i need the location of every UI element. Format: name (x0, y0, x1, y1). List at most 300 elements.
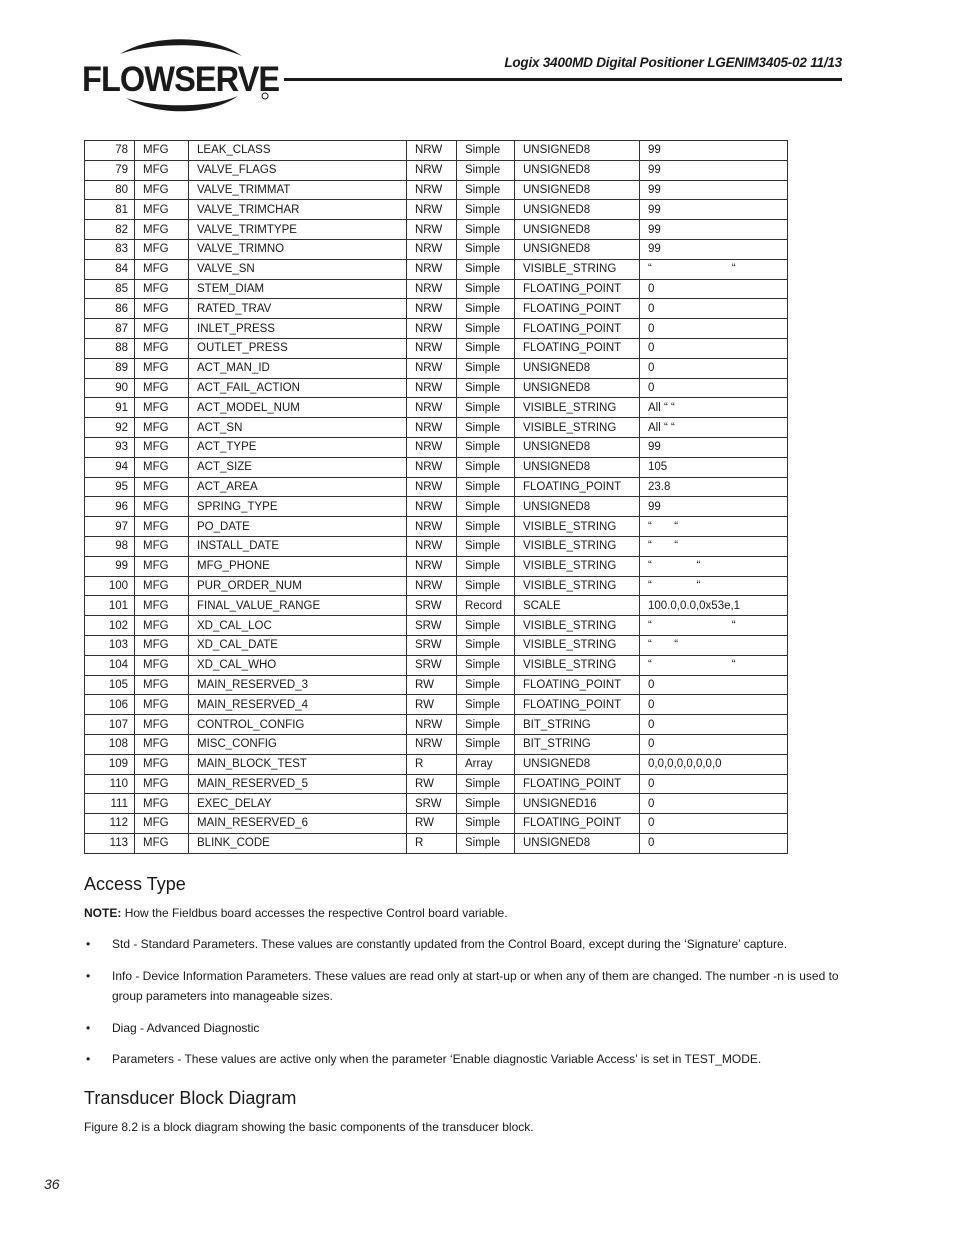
param-default: All “ “ (640, 398, 788, 418)
param-index: 82 (85, 220, 135, 240)
param-block: MFG (135, 497, 189, 517)
param-index: 106 (85, 695, 135, 715)
param-access: RW (407, 814, 457, 834)
access-type-note (84, 903, 844, 923)
bullet-icon: • (86, 1052, 91, 1066)
param-name: MISC_CONFIG (189, 734, 407, 754)
param-type: VISIBLE_STRING (515, 517, 640, 537)
param-kind: Simple (457, 655, 515, 675)
param-type: VISIBLE_STRING (515, 616, 640, 636)
param-default: 0 (640, 833, 788, 853)
param-block: MFG (135, 437, 189, 457)
table-row (85, 596, 788, 616)
table-row (85, 556, 788, 576)
table-row (85, 517, 788, 537)
param-block: MFG (135, 418, 189, 438)
param-index: 100 (85, 576, 135, 596)
param-kind: Simple (457, 556, 515, 576)
param-default: All “ “ (640, 418, 788, 438)
param-block: MFG (135, 457, 189, 477)
param-block: MFG (135, 259, 189, 279)
param-block: MFG (135, 378, 189, 398)
param-block: MFG (135, 180, 189, 200)
bullet-icon: • (86, 937, 91, 951)
param-access: NRW (407, 141, 457, 161)
param-index: 97 (85, 517, 135, 537)
param-type: UNSIGNED8 (515, 200, 640, 220)
table-row (85, 616, 788, 636)
header-rule (284, 78, 842, 81)
param-block: MFG (135, 220, 189, 240)
param-access: NRW (407, 299, 457, 319)
param-access: NRW (407, 338, 457, 358)
param-name: ACT_MAN_ID (189, 358, 407, 378)
param-access: NRW (407, 180, 457, 200)
param-name: MAIN_RESERVED_4 (189, 695, 407, 715)
param-default: “ “ (640, 655, 788, 675)
param-kind: Simple (457, 833, 515, 853)
param-block: MFG (135, 833, 189, 853)
param-kind: Simple (457, 477, 515, 497)
param-name: MAIN_RESERVED_6 (189, 814, 407, 834)
param-kind: Simple (457, 794, 515, 814)
param-name: INLET_PRESS (189, 319, 407, 339)
param-name: MAIN_BLOCK_TEST (189, 754, 407, 774)
param-index: 104 (85, 655, 135, 675)
param-type: VISIBLE_STRING (515, 418, 640, 438)
param-kind: Simple (457, 418, 515, 438)
param-default: 99 (640, 141, 788, 161)
param-default: 99 (640, 200, 788, 220)
param-block: MFG (135, 596, 189, 616)
param-index: 113 (85, 833, 135, 853)
param-kind: Simple (457, 200, 515, 220)
param-index: 105 (85, 675, 135, 695)
param-access: SRW (407, 794, 457, 814)
table-row (85, 319, 788, 339)
param-default: 0 (640, 338, 788, 358)
param-index: 83 (85, 239, 135, 259)
table-row (85, 635, 788, 655)
param-type: FLOATING_POINT (515, 814, 640, 834)
table-row (85, 141, 788, 161)
param-index: 93 (85, 437, 135, 457)
param-access: SRW (407, 616, 457, 636)
param-access: SRW (407, 635, 457, 655)
param-name: CONTROL_CONFIG (189, 715, 407, 735)
param-index: 111 (85, 794, 135, 814)
param-type: VISIBLE_STRING (515, 536, 640, 556)
param-index: 92 (85, 418, 135, 438)
param-type: FLOATING_POINT (515, 774, 640, 794)
param-kind: Simple (457, 517, 515, 537)
param-type: UNSIGNED8 (515, 180, 640, 200)
param-default: “ “ (640, 517, 788, 537)
param-kind: Simple (457, 398, 515, 418)
param-default: 99 (640, 180, 788, 200)
param-name: ACT_FAIL_ACTION (189, 378, 407, 398)
param-block: MFG (135, 635, 189, 655)
param-default: “ “ (640, 259, 788, 279)
param-index: 90 (85, 378, 135, 398)
param-kind: Simple (457, 358, 515, 378)
param-block: MFG (135, 715, 189, 735)
param-index: 89 (85, 358, 135, 378)
table-row (85, 299, 788, 319)
param-default: 99 (640, 160, 788, 180)
param-block: MFG (135, 695, 189, 715)
parameter-table (84, 140, 788, 854)
param-type: FLOATING_POINT (515, 338, 640, 358)
param-default: “ “ (640, 556, 788, 576)
param-type: FLOATING_POINT (515, 319, 640, 339)
param-index: 87 (85, 319, 135, 339)
param-name: PUR_ORDER_NUM (189, 576, 407, 596)
param-type: VISIBLE_STRING (515, 576, 640, 596)
table-row (85, 754, 788, 774)
bullet-text: Parameters - These values are active only when the parameter ‘Enable diagnostic Variable Access’ is set in TEST_MODE. (112, 1052, 762, 1066)
param-access: RW (407, 695, 457, 715)
param-name: BLINK_CODE (189, 833, 407, 853)
param-block: MFG (135, 794, 189, 814)
param-default: 100.0,0.0,0x53e,1 (640, 596, 788, 616)
param-block: MFG (135, 319, 189, 339)
param-default: “ “ (640, 635, 788, 655)
param-name: MFG_PHONE (189, 556, 407, 576)
param-access: NRW (407, 497, 457, 517)
param-type: UNSIGNED16 (515, 794, 640, 814)
param-default: 0 (640, 319, 788, 339)
param-kind: Simple (457, 437, 515, 457)
param-kind: Simple (457, 319, 515, 339)
param-type: BIT_STRING (515, 734, 640, 754)
param-index: 88 (85, 338, 135, 358)
parameter-table-body (85, 141, 788, 854)
param-block: MFG (135, 358, 189, 378)
param-index: 107 (85, 715, 135, 735)
param-index: 99 (85, 556, 135, 576)
param-kind: Simple (457, 536, 515, 556)
param-default: 0 (640, 814, 788, 834)
table-row (85, 398, 788, 418)
param-access: RW (407, 675, 457, 695)
param-index: 103 (85, 635, 135, 655)
table-row (85, 259, 788, 279)
param-type: UNSIGNED8 (515, 497, 640, 517)
param-index: 112 (85, 814, 135, 834)
param-kind: Simple (457, 774, 515, 794)
param-name: VALVE_TRIMCHAR (189, 200, 407, 220)
param-access: NRW (407, 200, 457, 220)
param-name: VALVE_TRIMNO (189, 239, 407, 259)
param-index: 95 (85, 477, 135, 497)
param-type: FLOATING_POINT (515, 675, 640, 695)
bullet-text: Diag - Advanced Diagnostic (112, 1021, 260, 1035)
access-type-heading: Access Type (84, 874, 186, 894)
param-default: 99 (640, 239, 788, 259)
param-kind: Simple (457, 635, 515, 655)
param-default: 0 (640, 715, 788, 735)
param-name: ACT_SIZE (189, 457, 407, 477)
param-kind: Simple (457, 616, 515, 636)
param-type: SCALE (515, 596, 640, 616)
param-default: 0 (640, 794, 788, 814)
param-block: MFG (135, 141, 189, 161)
param-kind: Simple (457, 160, 515, 180)
param-default: 0 (640, 279, 788, 299)
param-name: MAIN_RESERVED_5 (189, 774, 407, 794)
param-access: SRW (407, 596, 457, 616)
param-name: VALVE_TRIMMAT (189, 180, 407, 200)
param-block: MFG (135, 556, 189, 576)
table-row (85, 833, 788, 853)
param-default: 0 (640, 734, 788, 754)
table-row (85, 655, 788, 675)
param-default: 23.8 (640, 477, 788, 497)
table-row (85, 734, 788, 754)
param-type: FLOATING_POINT (515, 477, 640, 497)
param-block: MFG (135, 398, 189, 418)
param-name: SPRING_TYPE (189, 497, 407, 517)
bullet-icon: • (86, 969, 91, 983)
param-default: 0 (640, 378, 788, 398)
param-kind: Simple (457, 695, 515, 715)
param-name: ACT_TYPE (189, 437, 407, 457)
table-row (85, 536, 788, 556)
table-row (85, 239, 788, 259)
param-kind: Simple (457, 715, 515, 735)
param-name: RATED_TRAV (189, 299, 407, 319)
transducer-text: Figure 8.2 is a block diagram showing the basic components of the transducer block. (84, 1120, 534, 1134)
param-access: NRW (407, 259, 457, 279)
param-type: UNSIGNED8 (515, 160, 640, 180)
param-access: NRW (407, 398, 457, 418)
param-block: MFG (135, 338, 189, 358)
param-block: MFG (135, 675, 189, 695)
param-kind: Simple (457, 239, 515, 259)
param-name: STEM_DIAM (189, 279, 407, 299)
table-row (85, 814, 788, 834)
table-row (85, 695, 788, 715)
param-type: FLOATING_POINT (515, 695, 640, 715)
bullet-text: Std - Standard Parameters. These values are constantly updated from the Control Board, except during the ‘Signature’ capture. (112, 937, 788, 951)
param-default: 105 (640, 457, 788, 477)
param-name: ACT_AREA (189, 477, 407, 497)
param-default: 0 (640, 774, 788, 794)
param-access: NRW (407, 556, 457, 576)
param-type: UNSIGNED8 (515, 833, 640, 853)
param-access: NRW (407, 319, 457, 339)
param-type: UNSIGNED8 (515, 220, 640, 240)
param-kind: Simple (457, 259, 515, 279)
table-row (85, 497, 788, 517)
param-name: VALVE_SN (189, 259, 407, 279)
table-row (85, 675, 788, 695)
param-access: NRW (407, 239, 457, 259)
param-type: VISIBLE_STRING (515, 635, 640, 655)
param-type: UNSIGNED8 (515, 239, 640, 259)
param-kind: Simple (457, 576, 515, 596)
param-kind: Simple (457, 497, 515, 517)
param-index: 98 (85, 536, 135, 556)
param-kind: Simple (457, 734, 515, 754)
table-row (85, 358, 788, 378)
param-access: R (407, 754, 457, 774)
param-index: 101 (85, 596, 135, 616)
param-default: 99 (640, 437, 788, 457)
table-row (85, 220, 788, 240)
param-block: MFG (135, 517, 189, 537)
param-index: 84 (85, 259, 135, 279)
param-block: MFG (135, 279, 189, 299)
param-block: MFG (135, 774, 189, 794)
table-row (85, 794, 788, 814)
param-kind: Simple (457, 299, 515, 319)
table-row (85, 774, 788, 794)
param-block: MFG (135, 160, 189, 180)
param-name: XD_CAL_DATE (189, 635, 407, 655)
param-name: INSTALL_DATE (189, 536, 407, 556)
table-row (85, 200, 788, 220)
table-row (85, 715, 788, 735)
param-type: VISIBLE_STRING (515, 556, 640, 576)
param-block: MFG (135, 754, 189, 774)
param-block: MFG (135, 239, 189, 259)
bullet-text: Info - Device Information Parameters. These values are read only at start-up or when any of them are changed. The number -n is used to group parameters into manageable sizes. (112, 969, 839, 1003)
param-index: 79 (85, 160, 135, 180)
param-index: 85 (85, 279, 135, 299)
param-name: ACT_MODEL_NUM (189, 398, 407, 418)
flowserve-logo (82, 38, 280, 114)
param-kind: Simple (457, 141, 515, 161)
param-kind: Simple (457, 279, 515, 299)
param-type: VISIBLE_STRING (515, 259, 640, 279)
param-access: NRW (407, 220, 457, 240)
param-kind: Simple (457, 378, 515, 398)
param-default: “ “ (640, 576, 788, 596)
param-kind: Simple (457, 180, 515, 200)
param-access: NRW (407, 536, 457, 556)
param-access: NRW (407, 457, 457, 477)
param-name: VALVE_TRIMTYPE (189, 220, 407, 240)
param-default: 99 (640, 220, 788, 240)
param-access: NRW (407, 418, 457, 438)
param-index: 80 (85, 180, 135, 200)
param-access: NRW (407, 734, 457, 754)
table-row (85, 437, 788, 457)
param-access: SRW (407, 655, 457, 675)
param-index: 94 (85, 457, 135, 477)
param-index: 91 (85, 398, 135, 418)
note-label: NOTE: (84, 906, 122, 920)
param-name: PO_DATE (189, 517, 407, 537)
table-row (85, 418, 788, 438)
table-row (85, 477, 788, 497)
param-index: 78 (85, 141, 135, 161)
param-name: ACT_SN (189, 418, 407, 438)
param-type: UNSIGNED8 (515, 754, 640, 774)
param-type: UNSIGNED8 (515, 378, 640, 398)
table-row (85, 279, 788, 299)
param-type: BIT_STRING (515, 715, 640, 735)
param-name: MAIN_RESERVED_3 (189, 675, 407, 695)
param-index: 86 (85, 299, 135, 319)
param-index: 108 (85, 734, 135, 754)
table-row (85, 576, 788, 596)
table-row (85, 378, 788, 398)
param-access: NRW (407, 160, 457, 180)
param-default: 99 (640, 497, 788, 517)
transducer-heading: Transducer Block Diagram (84, 1088, 297, 1108)
param-type: UNSIGNED8 (515, 457, 640, 477)
table-row (85, 457, 788, 477)
param-kind: Simple (457, 457, 515, 477)
param-type: FLOATING_POINT (515, 279, 640, 299)
param-type: UNSIGNED8 (515, 358, 640, 378)
param-block: MFG (135, 299, 189, 319)
param-name: XD_CAL_LOC (189, 616, 407, 636)
param-kind: Array (457, 754, 515, 774)
param-block: MFG (135, 477, 189, 497)
param-type: VISIBLE_STRING (515, 398, 640, 418)
param-default: 0 (640, 675, 788, 695)
param-access: NRW (407, 358, 457, 378)
param-name: OUTLET_PRESS (189, 338, 407, 358)
param-kind: Simple (457, 220, 515, 240)
param-name: XD_CAL_WHO (189, 655, 407, 675)
param-index: 96 (85, 497, 135, 517)
table-row (85, 180, 788, 200)
param-access: R (407, 833, 457, 853)
param-index: 109 (85, 754, 135, 774)
bullet-icon: • (86, 1021, 91, 1035)
param-kind: Simple (457, 814, 515, 834)
param-block: MFG (135, 655, 189, 675)
param-index: 102 (85, 616, 135, 636)
logo-text: FLOWSERVE (82, 60, 280, 99)
param-default: 0 (640, 695, 788, 715)
param-access: NRW (407, 279, 457, 299)
param-access: NRW (407, 378, 457, 398)
page-number: 36 (44, 1176, 60, 1192)
param-block: MFG (135, 814, 189, 834)
param-access: NRW (407, 576, 457, 596)
table-row (85, 338, 788, 358)
note-text: How the Fieldbus board accesses the respective Control board variable. (124, 906, 508, 920)
param-block: MFG (135, 536, 189, 556)
param-type: UNSIGNED8 (515, 141, 640, 161)
param-block: MFG (135, 200, 189, 220)
param-type: VISIBLE_STRING (515, 655, 640, 675)
table-row (85, 160, 788, 180)
param-name: FINAL_VALUE_RANGE (189, 596, 407, 616)
param-name: VALVE_FLAGS (189, 160, 407, 180)
param-type: FLOATING_POINT (515, 299, 640, 319)
param-block: MFG (135, 576, 189, 596)
param-kind: Simple (457, 675, 515, 695)
param-access: NRW (407, 437, 457, 457)
param-access: NRW (407, 517, 457, 537)
param-kind: Record (457, 596, 515, 616)
param-access: RW (407, 774, 457, 794)
param-default: “ “ (640, 616, 788, 636)
param-type: UNSIGNED8 (515, 437, 640, 457)
param-index: 110 (85, 774, 135, 794)
param-default: 0,0,0,0,0,0,0,0 (640, 754, 788, 774)
document-title: Logix 3400MD Digital Positioner LGENIM3405-02 11/13 (504, 55, 842, 70)
param-default: 0 (640, 358, 788, 378)
param-block: MFG (135, 734, 189, 754)
